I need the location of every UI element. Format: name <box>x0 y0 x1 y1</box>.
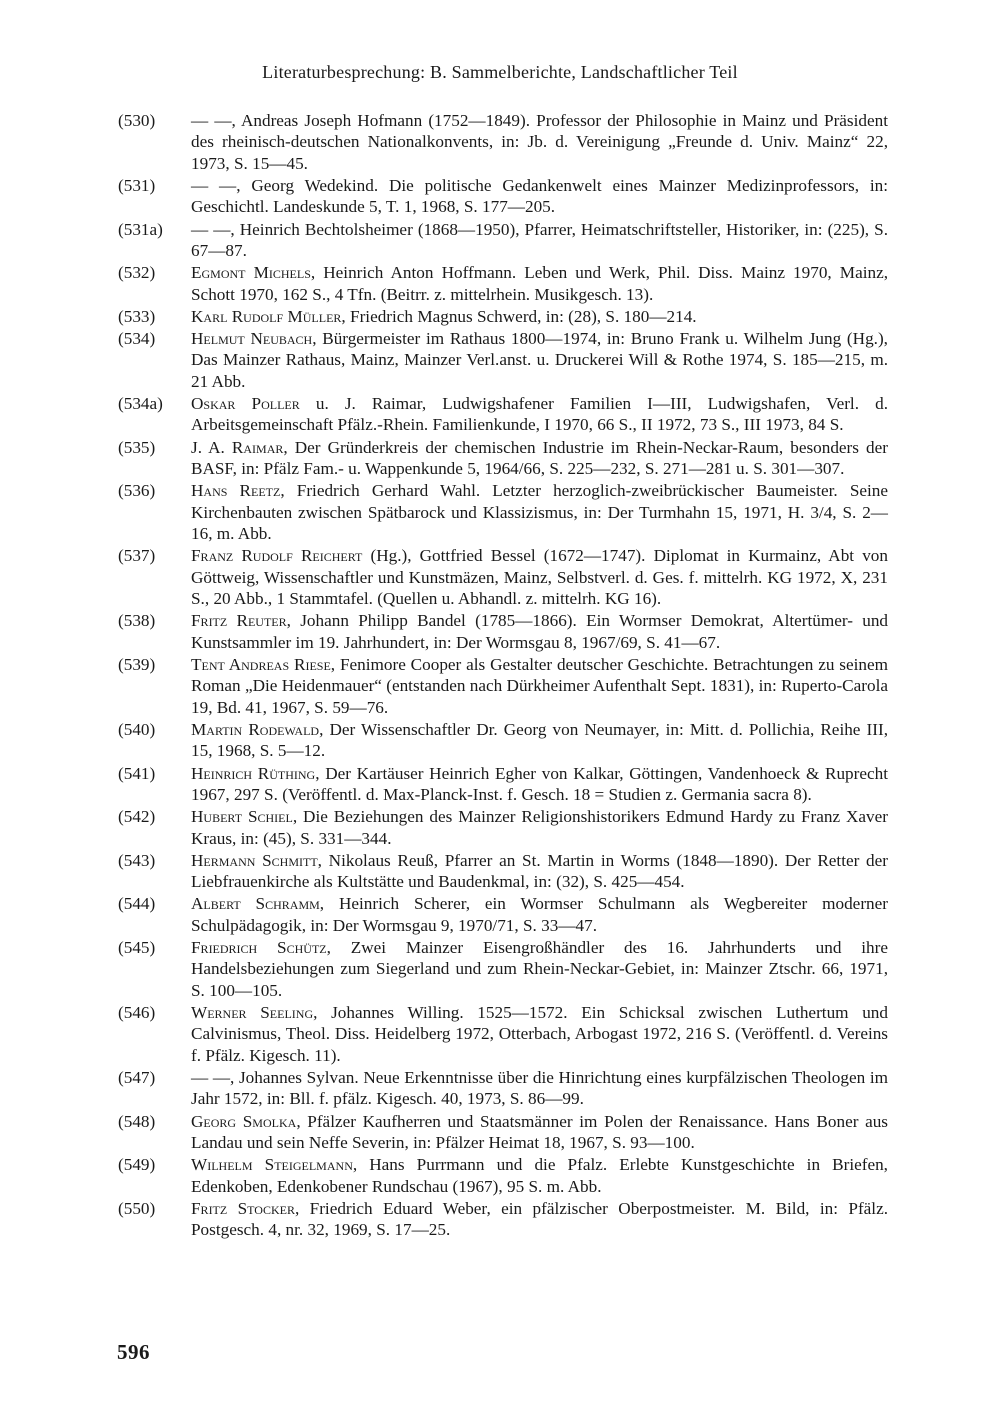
running-head: Literaturbesprechung: B. Sammelberichte, Landschaftlicher Teil <box>262 62 738 82</box>
entry-number: (530) <box>118 111 156 130</box>
entry-citation: , Johann Philipp Bandel (1785—1866). Ein Wormser Demokrat, Altertümer- und Kunstsammler im 19. Jahrhundert, in: Der Wormsgau 8, 1967/69, S. 41—67. <box>191 611 889 652</box>
entry-citation: — —, Heinrich Bechtolsheimer (1868—1950), Pfarrer, Heimatschriftsteller, Historiker, in: (225), S. 67—87. <box>191 219 888 261</box>
entry-number: (546) <box>118 1003 156 1022</box>
entry-text <box>191 176 888 216</box>
entry-citation: (Hg.), Gottfried Bessel (1672—1747). Diplomat in Kurmainz, Abt von Göttweig, Wissenschaftler und Kunstmäzen, Mainz, Selbstverl. d. Ges. f. mittelrh. KG 1972, X, 231 S., 20 Abb., 1 Stammtafel. (Quellen u. Abhandl. z. mittelrh. KG 16). <box>191 546 888 609</box>
bibliography-entry <box>118 175 888 218</box>
entry-author: Georg Smolka <box>191 1111 297 1131</box>
bibliography-entry <box>118 393 888 436</box>
entry-text <box>191 807 888 847</box>
entry-author: Franz Rudolf Reichert <box>191 546 363 566</box>
bibliography-entry <box>118 262 888 305</box>
entry-number: (549) <box>118 1155 156 1175</box>
bibliography-entry <box>118 763 888 806</box>
entry-author: Helmut Neubach <box>191 329 313 349</box>
entry-author: Albert Schramm <box>191 894 320 914</box>
entry-text <box>191 111 888 173</box>
entry-number: (543) <box>118 850 156 870</box>
entry-text <box>191 1155 888 1195</box>
entry-author: J. A. Raimar <box>191 437 284 457</box>
entry-citation: u. J. Raimar, Ludwigshafener Familien I—III, Ludwigshafen, Verl. d. Arbeitsgemeinschaft Pfälz.-Rhein. Familienkunde, I 1970, 66 S., II 1972, 73 S., III 1973, 84 S. <box>191 394 888 435</box>
entry-text <box>191 307 697 326</box>
entry-number: (537) <box>118 546 156 566</box>
entry-citation: , Johannes Willing. 1525—1572. Ein Schicksal zwischen Luthertum und Calvinismus, Theol. Diss. Heidelberg 1972, Otterbach, Arbogast 1972, 216 S. (Veröffentl. d. Vereins f. Pfälz. Kigesch. 11). <box>191 1003 888 1065</box>
entry-author: Heinrich Rüthing <box>191 763 316 783</box>
entry-number: (534) <box>118 329 156 349</box>
bibliography-entry <box>118 480 888 544</box>
bibliography-entry <box>118 1002 888 1066</box>
entry-author: Hubert Schiel <box>191 807 293 827</box>
entry-citation: , Hans Purrmann und die Pfalz. Erlebte Kunstgeschichte in Briefen, Edenkoben, Edenkobener Rundschau (1967), 95 S. m. Abb. <box>191 1155 888 1196</box>
entry-number: (539) <box>118 654 156 674</box>
entry-author: Wilhelm Steigelmann <box>191 1155 353 1175</box>
entry-citation: , Bürgermeister im Rathaus 1800—1974, in: Bruno Frank u. Wilhelm Jung (Hg.), Das Mainzer Rathaus, Mainz, Mainzer Verl.anst. u. Druckerei Will & Rothe 1974, S. 185—215, m. 21 Abb. <box>191 329 888 391</box>
bibliography-entry <box>118 306 888 327</box>
bibliography-entry <box>118 893 888 936</box>
entry-number: (536) <box>118 481 156 501</box>
bibliography-entry <box>118 1111 888 1154</box>
bibliography-list <box>118 110 888 1241</box>
entry-citation: , Der Wissenschaftler Dr. Georg von Neumayer, in: Mitt. d. Pollichia, Reihe III, 15, 1968, S. 5—12. <box>191 719 888 761</box>
entry-number: (541) <box>118 763 156 783</box>
entry-number: (544) <box>118 894 156 914</box>
entry-author: Karl Rudolf Müller <box>191 306 342 326</box>
entry-text <box>191 1068 888 1108</box>
entry-citation: , Nikolaus Reuß, Pfarrer an St. Martin in Worms (1848—1890). Der Retter der Liebfrauenkirche als Kultstätte und Baudenkmal, in: (32), S. 425—454. <box>191 850 888 892</box>
bibliography-entry <box>118 1067 888 1110</box>
bibliography-entry <box>118 545 888 609</box>
entry-number: (531a) <box>118 219 163 239</box>
entry-text <box>191 220 888 260</box>
entry-number: (532) <box>118 263 156 283</box>
entry-citation: , Friedrich Gerhard Wahl. Letzter herzoglich-zweibrückischer Baumeister. Seine Kirchenbauten zwischen Spätbarock und Klassizismus, in: Der Turmhahn 15, 1971, H. 3/4, S. 2—16, m. Abb. <box>191 481 889 544</box>
entry-citation: , Der Kartäuser Heinrich Egher von Kalkar, Göttingen, Vandenhoeck & Ruprecht 1967, 297 S. (Veröffentl. d. Max-Planck-Inst. f. Gesch. 18 = Studien z. Germania sacra 8). <box>191 763 889 804</box>
bibliography-entry <box>118 719 888 762</box>
entry-text <box>191 894 888 934</box>
entry-text <box>191 764 888 804</box>
bibliography-entry <box>118 610 888 653</box>
entry-text <box>191 1112 888 1152</box>
entry-citation: , Der Gründerkreis der chemischen Industrie im Rhein-Neckar-Raum, besonders der BASF, in: Pfälz Fam.- u. Wappenkunde 5, 1964/66, S. 225—232, S. 271—281 u. S. 301—307. <box>191 437 888 479</box>
entry-citation: — —, Johannes Sylvan. Neue Erkenntnisse über die Hinrichtung eines kurpfälzischen Theologen im Jahr 1572, in: Bll. f. pfälz. Kigesch. 40, 1973, S. 86—99. <box>191 1068 888 1109</box>
entry-text <box>191 720 888 760</box>
entry-text <box>191 438 888 478</box>
entry-author: Egmont Michels <box>191 263 311 283</box>
entry-text <box>191 329 888 391</box>
entry-citation: , Friedrich Magnus Schwerd, in: (28), S. 180—214. <box>341 306 697 326</box>
entry-text <box>191 263 888 303</box>
entry-number: (538) <box>118 611 156 631</box>
bibliography-entry <box>118 110 888 174</box>
entry-number: (531) <box>118 176 156 196</box>
bibliography-entry <box>118 654 888 718</box>
entry-author: Tent Andreas Riese <box>191 654 331 674</box>
entry-citation: , Heinrich Scherer, ein Wormser Schulmann als Wegbereiter moderner Schulpädagogik, in: Der Wormsgau 9, 1970/71, S. 33—47. <box>191 894 888 935</box>
entry-citation: , Pfälzer Kaufherren und Staatsmänner im Polen der Renaissance. Hans Boner aus Landau und sein Neffe Severin, in: Pfälzer Heimat 18, 1967, S. 93—100. <box>191 1111 888 1153</box>
entry-number: (547) <box>118 1068 156 1088</box>
page-number: 596 <box>117 1340 150 1364</box>
bibliography-entry <box>118 806 888 849</box>
bibliography-entry <box>118 328 888 392</box>
entry-text <box>191 1003 888 1065</box>
entry-text <box>191 481 888 543</box>
bibliography-entry <box>118 850 888 893</box>
entry-text <box>191 1199 888 1239</box>
entry-citation: , Fenimore Cooper als Gestalter deutscher Geschichte. Betrachtungen zu seinem Roman „Die Heidenmauer“ (entstanden nach Dürkheimer Aufenthalt Sept. 1831), in: Ruperto-Carola 19, Bd. 41, 1967, S. 59—76. <box>191 654 888 717</box>
entry-number: (550) <box>118 1198 156 1218</box>
bibliography-entry <box>118 437 888 480</box>
entry-citation: — —, Andreas Joseph Hofmann (1752—1849). Professor der Philosophie in Mainz und Präsident des rheinisch-deutschen Nationalkonvents, in: Jb. d. Vereinigung „Freunde d. Univ. Mainz“ 22, 1973, S. 15—45. <box>191 111 888 173</box>
entry-text <box>191 938 888 1000</box>
entry-author: Hans Reetz <box>191 481 281 501</box>
entry-author: Oskar Poller <box>191 394 300 414</box>
entry-number: (548) <box>118 1111 156 1131</box>
entry-citation: , Die Beziehungen des Mainzer Religionshistorikers Edmund Hardy zu Franz Xaver Kraus, in: (45), S. 331—344. <box>191 807 888 848</box>
entry-author: Martin Rodewald <box>191 719 320 739</box>
entry-citation: , Friedrich Eduard Weber, ein pfälzischer Oberpostmeister. M. Bild, in: Pfälz. Postgesch. 4, nr. 32, 1969, S. 17—25. <box>191 1198 888 1240</box>
entry-author: Fritz Reuter <box>191 611 287 631</box>
entry-author: Werner Seeling <box>191 1003 314 1022</box>
entry-number: (540) <box>118 719 156 739</box>
entry-author: Hermann Schmitt <box>191 850 318 870</box>
entry-number: (545) <box>118 937 156 957</box>
entry-number: (533) <box>118 306 156 326</box>
entry-number: (535) <box>118 437 156 457</box>
bibliography-entry <box>118 1154 888 1197</box>
entry-text <box>191 851 888 891</box>
entry-citation: — —, Georg Wedekind. Die politische Gedankenwelt eines Mainzer Medizinprofessors, in: Geschichtl. Landeskunde 5, T. 1, 1968, S. 177—205. <box>191 176 888 217</box>
entry-text <box>191 394 888 434</box>
bibliography-entry <box>118 219 888 262</box>
entry-text <box>191 655 888 717</box>
entry-citation: , Zwei Mainzer Eisengroßhändler des 16. Jahrhunderts und ihre Handelsbeziehungen zum Siegerland und zum Rhein-Neckar-Gebiet, in: Mainzer Ztschr. 66, 1971, S. 100—105. <box>191 937 889 1000</box>
entry-text <box>191 546 888 608</box>
entry-author: Friedrich Schütz <box>191 937 327 957</box>
entry-text <box>191 611 888 651</box>
bibliography-entry <box>118 937 888 1001</box>
entry-number: (534a) <box>118 394 163 414</box>
bibliography-entry <box>118 1198 888 1241</box>
entry-author: Fritz Stocker <box>191 1198 295 1218</box>
entry-number: (542) <box>118 807 156 827</box>
entry-citation: , Heinrich Anton Hoffmann. Leben und Werk, Phil. Diss. Mainz 1970, Mainz, Schott 1970, 162 S., 4 Tfn. (Beitrr. z. mittelrhein. Musikgesch. 13). <box>191 263 888 304</box>
